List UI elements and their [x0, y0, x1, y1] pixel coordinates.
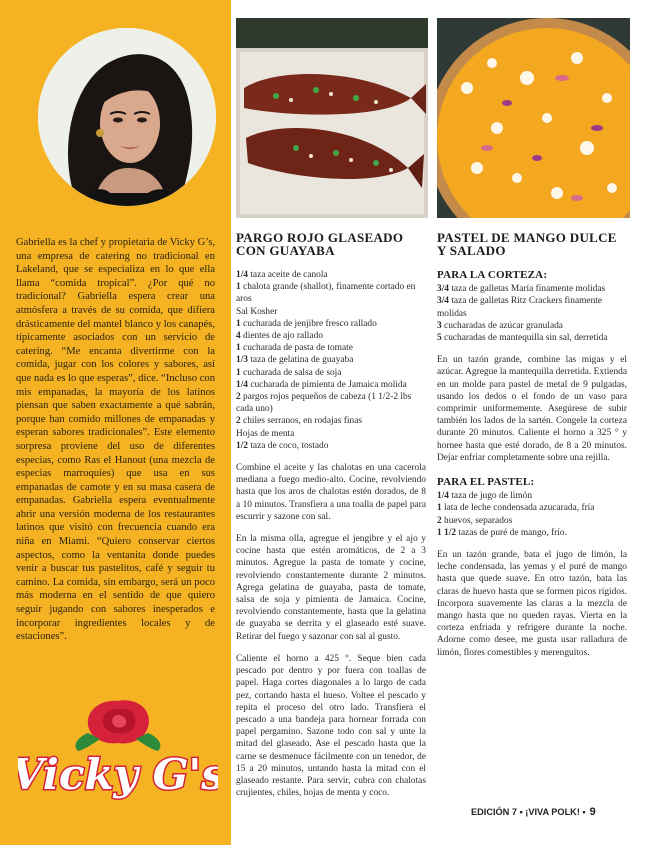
rose-icon [76, 700, 161, 751]
ingredient-text: cucharadas de mantequilla sin sal, derretida [441, 333, 608, 344]
ingredient-item [236, 306, 426, 318]
chef-bio: Gabriella es la chef y propietaria de Vicky G’s, una empresa de catering no tradicional en Lakeland, que se especializa en lo que ella llama “comida tropical”. ¿Por qué no tradicional? Gabriella espera crear una atmósfera a través de su comida, que difiera drásticamente del mantel blanco y los canapés, típicamente asociados con un servicio de catering. “Me encanta divertirme con la comida, jugar con los colores y sabores, así que nada es lo que esperas”, dice. “Incluso con mis empanadas, la mayoría de los latinos piensan que saben exactamente a qué sabrán, porque han comido millones de empanadas y esperan sabores tradicionales”. Este elemento sorpresa proviene del uso de diferentes especias, como Ras el Hanout (una mezcla de especias marroquíes) que usa en sus empanadas de camote y en su masa casera de empanadas. Gabriella espera eventualmente abrir una versión moderna de los restaurantes latinos que visitó con frecuencia cuando era niña en Miami. “Quiero conservar ciertos aspectos, como la ventanita donde puedes venir a buscar tus pastelitos, café y seguir tu camino. La comida, sin embargo, será un poco más moderna en el sentido de que quiero seguir jugando con sabores inesperados e incorporar ingredientes locales y de estaciones”. [16, 237, 215, 643]
vicky-gs-logo [18, 693, 218, 811]
ingredient-text: chalota grande (shallot), finamente cortado en aros [236, 282, 416, 305]
ingredient-qty: 1 [236, 318, 241, 329]
ingredient-text: taza de coco, tostado [247, 440, 329, 451]
ingredient-qty: 1/3 [236, 355, 248, 366]
recipe-step: Caliente el horno a 425 °. Seque bien cada pescado por dentro y por fuera con toallas de papel. Haga cortes diagonales a lo largo de cada pez, cortando hasta el hueso. Voltee el pescado y repita el proceso del otro lado. Transfiera el pescado a una bandeja para hornear forrada con papel pergamino. Sazone todo con sal y unte la mitad del glaseado. Ase el pescado hasta que la carne se desmenuce fácilmente con un tenedor, de 15 a 20 minutos, untando hasta la mitad con el glaseado restante. Para servir, cubra con chalotas crujientes, chiles, hojas de menta y coco. [236, 653, 426, 799]
ingredient-qty: 3/4 [437, 284, 449, 295]
chef-portrait [38, 28, 216, 206]
ingredient-qty: 2 [236, 392, 241, 403]
ingredient-item [437, 527, 627, 539]
pie-heading: PARA EL PASTEL: [437, 476, 535, 489]
ingredient-item [236, 367, 426, 379]
ingredient-text: taza aceite de canola [247, 270, 328, 280]
crust-heading: PARA LA CORTEZA: [437, 269, 548, 281]
ingredient-qty: 1/4 [437, 491, 449, 502]
ingredient-item [236, 330, 426, 342]
ingredient-text: Sal Kosher [236, 306, 278, 317]
ingredient-qty: 1 [437, 503, 442, 514]
ingredient-text: chiles serranos, en rodajas finas [240, 416, 362, 427]
sidebar-panel [0, 0, 231, 845]
ingredient-text: dientes de ajo rallado [240, 331, 323, 342]
ingredient-item [437, 490, 627, 502]
ingredient-item [236, 391, 426, 415]
ingredient-qty: 3/4 [437, 296, 449, 307]
ingredient-item [236, 428, 426, 440]
ingredient-qty: 1/2 [236, 440, 248, 451]
ingredient-list [437, 283, 627, 344]
ingredient-item [437, 515, 627, 527]
ingredient-text: cucharada de pimienta de Jamaica molida [247, 379, 407, 390]
recipe-snapper [236, 232, 426, 799]
page-number: 9 [589, 806, 596, 818]
ingredient-item [236, 269, 426, 281]
ingredient-qty: 1/4 [236, 379, 248, 390]
recipe-step: En un tazón grande, combine las migas y el azúcar. Agregue la mantequilla derretida. Extienda en un molde para pastel de metal de 9 pulgadas, usando los dedos o el fondo de un vaso para comprimir uniformemente. Asegúrese de subir también los lados de la sartén. Congele la corteza durante 20 minutos. Caliente el horno a 325 ° y hornee hasta que esté dorado, de 8 a 20 minutos. Dejar enfriar completamente sobre una rejilla. [437, 355, 627, 463]
ingredient-text: lata de leche condensada azucarada, fría [441, 503, 595, 514]
ingredient-text: pargos rojos pequeños de cabeza (1 1/2-2 lbs cada uno) [236, 392, 412, 415]
ingredient-qty: 2 [236, 416, 241, 427]
ingredient-item [236, 281, 426, 305]
ingredient-list [437, 490, 627, 539]
page-footer [471, 806, 596, 818]
ingredient-text: cucharadas de azúcar granulada [441, 320, 563, 331]
ingredient-item [437, 332, 627, 344]
ingredient-item [437, 320, 627, 332]
ingredient-qty: 5 [437, 333, 442, 344]
ingredient-qty: 4 [236, 331, 241, 342]
ingredient-item [437, 502, 627, 514]
snapper-photo [236, 18, 428, 218]
ingredient-text: cucharada de jenjibre fresco rallado [240, 318, 377, 329]
recipe-step: En la misma olla, agregue el jengibre y el ajo y cocine hasta que estén aromáticos, de 2 a 3 minutos. Agregue la pasta de tomate y cocine, revolviendo constantemente durante 2 minutos. Agrega gelatina de guayaba, pasta de tomate, salsa de soja y pimienta de Jamaica. Cocine, revolviendo constantemente, hasta que la gelatina de guayaba se derrita y el glaseado esté suave. Retirar del fuego y sazonar con sal al gusto. [236, 534, 426, 642]
ingredient-list [236, 269, 426, 452]
ingredient-qty: 1 [236, 343, 241, 354]
ingredient-item [236, 318, 426, 330]
ingredient-item [236, 379, 426, 391]
ingredient-text: tazas de puré de mango, frío. [456, 527, 567, 538]
ingredient-text: cucharada de pasta de tomate [240, 343, 353, 354]
ingredient-text: cucharada de salsa de soja [240, 367, 342, 378]
ingredient-item [437, 295, 627, 319]
mango-pie-photo [437, 18, 630, 218]
ingredient-text: huevos, separados [441, 515, 513, 526]
ingredient-qty: 1 [236, 367, 241, 378]
ingredient-text: Hojas de menta [236, 428, 295, 439]
recipe-mango-pie [437, 232, 627, 659]
ingredient-text: taza de gelatina de guayaba [247, 355, 354, 366]
recipe-title: PARGO ROJO GLASEADO CON GUAYABA [236, 230, 404, 258]
ingredient-qty: 1 1/2 [437, 527, 457, 538]
recipe-step: Combine el aceite y las chalotas en una cacerola mediana a fuego medio-alto. Cocine, revolviendo hasta que los aros de chalotas estén dorados, de 8 a 10 minutos. Transfiera a una toalla de papel para escurrir y sazone con sal. [236, 463, 426, 522]
edition-label: EDICIÓN 7 • ¡VIVA POLK! • [471, 807, 586, 817]
ingredient-text: taza de galletas María finamente molidas [448, 284, 606, 295]
ingredient-text: taza de galletas Ritz Crackers finamente molidas [437, 296, 603, 319]
ingredient-item [236, 354, 426, 366]
recipe-title: PASTEL DE MANGO DULCE Y SALADO [437, 230, 617, 258]
ingredient-item [236, 342, 426, 354]
ingredient-item [437, 283, 627, 295]
ingredient-qty: 1 [236, 282, 241, 293]
ingredient-text: taza de jugo de limón [448, 491, 533, 502]
ingredient-qty: 3 [437, 320, 442, 331]
ingredient-item [236, 415, 426, 427]
recipe-step: En un tazón grande, bata el jugo de limón, la leche condensada, las yemas y el puré de mango hasta que quede suave. En otro tazón, bata las claras de huevo hasta que se formen picos rígidos. Incorpora suavemente las claras a la mezcla de mango hasta que no queden rayas. Vierta en la corteza enfriada y refrigere durante la noche. Adorne como desee, me gusta usar ralladura de limón, flores comestibles y merenguitos. [437, 550, 627, 658]
ingredient-qty: 2 [437, 515, 442, 526]
svg-text:Vicky G's: Vicky G's [18, 750, 218, 799]
ingredient-item [236, 440, 426, 452]
ingredient-qty: 1/4 [236, 270, 248, 280]
